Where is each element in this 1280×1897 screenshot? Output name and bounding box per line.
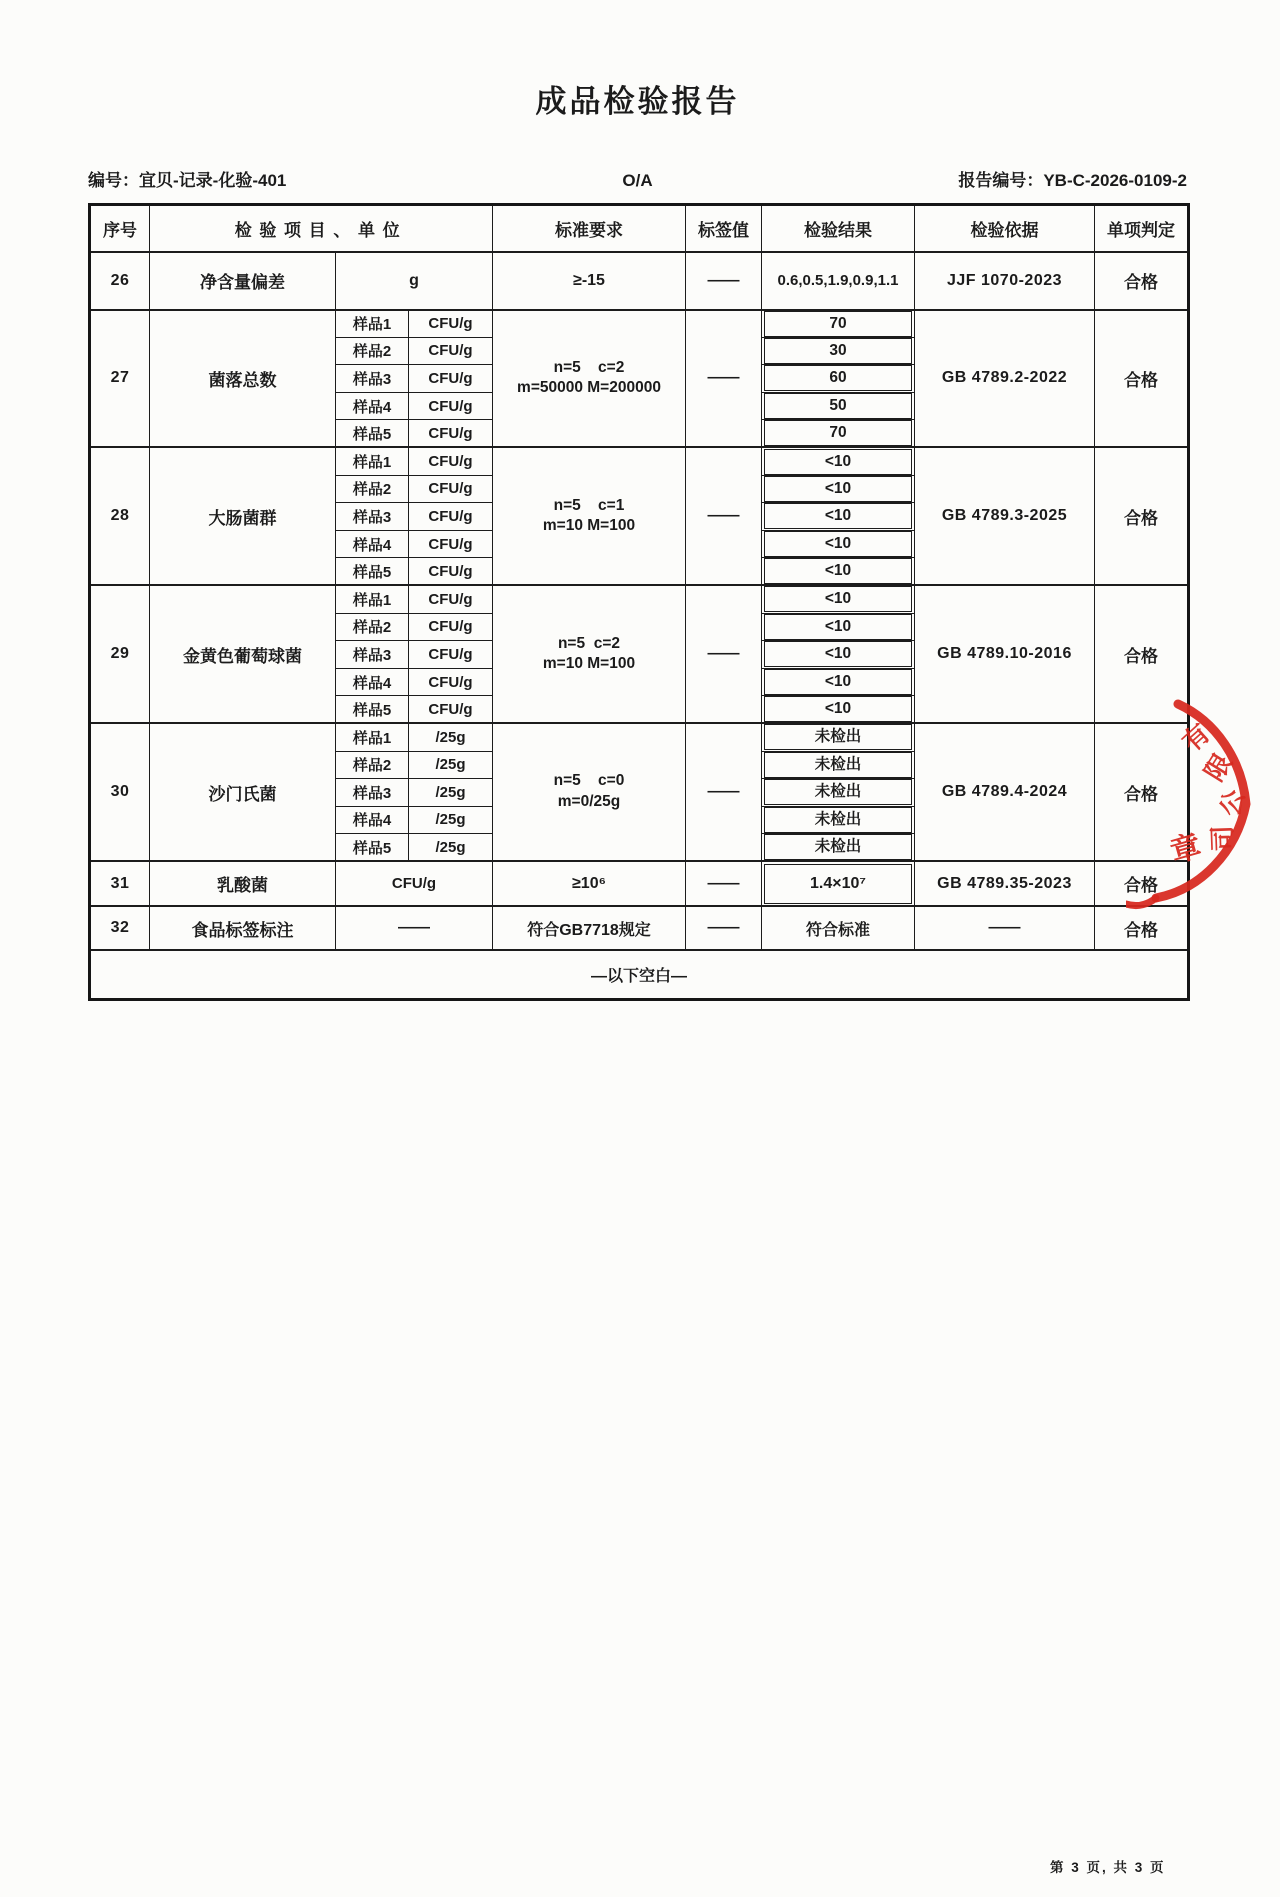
sample-label: 样品2 <box>336 751 409 779</box>
test-result: 未检出 <box>762 779 915 807</box>
sample-unit: /25g <box>409 751 493 779</box>
label-value: —— <box>686 723 762 861</box>
standard-requirement <box>493 310 686 448</box>
sample-label: 样品5 <box>336 558 409 586</box>
label-value: —— <box>686 861 762 906</box>
sample-unit: /25g <box>409 779 493 807</box>
standard-requirement: ≥-15 <box>493 252 686 310</box>
sample-label: 样品3 <box>336 503 409 531</box>
test-result: 未检出 <box>762 751 915 779</box>
verdict: 合格 <box>1095 723 1189 861</box>
test-result: <10 <box>762 585 915 613</box>
test-result: 未检出 <box>762 723 915 751</box>
standard-line-2: m=0/25g <box>557 793 621 811</box>
sample-unit: CFU/g <box>409 365 493 393</box>
standard-line-1: n=5 c=2 <box>553 358 625 376</box>
table-row-28 <box>90 447 1189 475</box>
verdict: 合格 <box>1095 447 1189 585</box>
test-result: 0.6,0.5,1.9,0.9,1.1 <box>762 252 915 310</box>
sample-unit: CFU/g <box>409 503 493 531</box>
seal-char: 限 <box>1198 748 1238 787</box>
table-row-30 <box>90 723 1189 751</box>
sample-label: 样品4 <box>336 392 409 420</box>
sample-unit: CFU/g <box>409 392 493 420</box>
test-result: <10 <box>762 696 915 724</box>
sample-label: 样品3 <box>336 365 409 393</box>
sample-label: 样品4 <box>336 530 409 558</box>
test-result: <10 <box>762 558 915 586</box>
col-header-std: 标准要求 <box>493 205 686 252</box>
col-header-verdict: 单项判定 <box>1095 205 1189 252</box>
test-result: 70 <box>762 420 915 448</box>
sample-unit: CFU/g <box>409 337 493 365</box>
test-basis: GB 4789.10-2016 <box>915 585 1095 723</box>
test-basis: GB 4789.3-2025 <box>915 447 1095 585</box>
sample-unit: CFU/g <box>409 613 493 641</box>
sample-label: 样品1 <box>336 447 409 475</box>
label-value: —— <box>686 906 762 950</box>
standard-line-1: n=5 c=1 <box>553 496 625 514</box>
sample-label: 样品2 <box>336 475 409 503</box>
test-result: 30 <box>762 337 915 365</box>
test-result: <10 <box>762 503 915 531</box>
col-header-label: 标签值 <box>686 205 762 252</box>
sample-label: 样品5 <box>336 834 409 862</box>
inspection-table <box>88 203 1190 1001</box>
col-header-no: 序号 <box>90 205 150 252</box>
below-blank-note: —以下空白— <box>90 950 1189 1000</box>
item-unit: CFU/g <box>336 861 493 906</box>
row-no: 31 <box>90 861 150 906</box>
sample-unit: CFU/g <box>409 641 493 669</box>
test-result: 50 <box>762 392 915 420</box>
test-result: 符合标准 <box>762 906 915 950</box>
label-value: —— <box>686 310 762 448</box>
sample-label: 样品4 <box>336 668 409 696</box>
table-row-27 <box>90 310 1189 338</box>
sample-unit: CFU/g <box>409 668 493 696</box>
standard-line-2: m=10 M=100 <box>542 655 636 673</box>
test-basis: GB 4789.4-2024 <box>915 723 1095 861</box>
table-row-32 <box>90 906 1189 950</box>
sample-unit: CFU/g <box>409 558 493 586</box>
label-value: —— <box>686 585 762 723</box>
standard-line-2: m=10 M=100 <box>542 517 636 535</box>
item-name: 大肠菌群 <box>150 447 336 585</box>
test-result: 未检出 <box>762 834 915 862</box>
sample-unit: CFU/g <box>409 475 493 503</box>
test-result: 1.4×10⁷ <box>762 861 915 906</box>
seal-char: 司 <box>1207 824 1238 852</box>
col-header-result: 检验结果 <box>762 205 915 252</box>
standard-line-1: n=5 c=2 <box>557 634 621 652</box>
sample-label: 样品1 <box>336 585 409 613</box>
sample-label: 样品4 <box>336 806 409 834</box>
test-result: <10 <box>762 447 915 475</box>
standard-requirement <box>493 723 686 861</box>
row-no: 29 <box>90 585 150 723</box>
test-result: <10 <box>762 641 915 669</box>
seal-char: 有 <box>1176 717 1216 758</box>
test-basis: GB 4789.2-2022 <box>915 310 1095 448</box>
test-result: 未检出 <box>762 806 915 834</box>
label-value: —— <box>686 447 762 585</box>
sample-label: 样品1 <box>336 723 409 751</box>
sample-unit: /25g <box>409 723 493 751</box>
test-result: <10 <box>762 530 915 558</box>
row-no: 32 <box>90 906 150 950</box>
table-header-row <box>90 205 1189 252</box>
test-result: <10 <box>762 613 915 641</box>
sample-label: 样品2 <box>336 337 409 365</box>
page-title: 成品检验报告 <box>535 84 740 119</box>
revision-code: O/A <box>622 171 653 190</box>
verdict: 合格 <box>1095 861 1189 906</box>
item-unit: —— <box>336 906 493 950</box>
sample-label: 样品5 <box>336 696 409 724</box>
sample-label: 样品3 <box>336 779 409 807</box>
row-no: 28 <box>90 447 150 585</box>
verdict: 合格 <box>1095 906 1189 950</box>
col-header-item-unit: 检验项目、单位 <box>150 205 493 252</box>
item-name: 菌落总数 <box>150 310 336 448</box>
test-result: <10 <box>762 668 915 696</box>
sample-label: 样品2 <box>336 613 409 641</box>
standard-line-2: m=50000 M=200000 <box>517 379 661 397</box>
sample-unit: CFU/g <box>409 310 493 338</box>
standard-requirement: 符合GB7718规定 <box>493 906 686 950</box>
sample-unit: CFU/g <box>409 696 493 724</box>
standard-requirement <box>493 447 686 585</box>
row-no: 30 <box>90 723 150 861</box>
col-header-basis: 检验依据 <box>915 205 1095 252</box>
seal-char: 章 <box>1166 829 1205 870</box>
verdict: 合格 <box>1095 310 1189 448</box>
report-number: 报告编号：YB-C-2026-0109-2 <box>958 171 1187 190</box>
row-no: 26 <box>90 252 150 310</box>
sample-unit: CFU/g <box>409 530 493 558</box>
row-no: 27 <box>90 310 150 448</box>
verdict: 合格 <box>1095 252 1189 310</box>
item-unit: g <box>336 252 493 310</box>
test-basis: GB 4789.35-2023 <box>915 861 1095 906</box>
item-name: 净含量偏差 <box>150 252 336 310</box>
test-result: <10 <box>762 475 915 503</box>
sample-label: 样品3 <box>336 641 409 669</box>
sample-unit: CFU/g <box>409 585 493 613</box>
table-row-31 <box>90 861 1189 906</box>
item-name: 乳酸菌 <box>150 861 336 906</box>
table-row-26 <box>90 252 1189 310</box>
test-result: 70 <box>762 310 915 338</box>
doc-number: 编号：宜贝-记录-化验-401 <box>88 171 287 190</box>
standard-requirement <box>493 585 686 723</box>
label-value: —— <box>686 252 762 310</box>
table-row-29 <box>90 585 1189 613</box>
sample-unit: CFU/g <box>409 420 493 448</box>
below-blank-row <box>90 950 1189 1000</box>
sample-unit: /25g <box>409 834 493 862</box>
standard-requirement: ≥10⁶ <box>493 861 686 906</box>
test-basis: —— <box>915 906 1095 950</box>
sample-label: 样品5 <box>336 420 409 448</box>
item-name: 沙门氏菌 <box>150 723 336 861</box>
sample-unit: /25g <box>409 806 493 834</box>
sample-label: 样品1 <box>336 310 409 338</box>
test-basis: JJF 1070-2023 <box>915 252 1095 310</box>
standard-line-1: n=5 c=0 <box>553 772 625 790</box>
item-name: 食品标签标注 <box>150 906 336 950</box>
test-result: 60 <box>762 365 915 393</box>
item-name: 金黄色葡萄球菌 <box>150 585 336 723</box>
verdict: 合格 <box>1095 585 1189 723</box>
report-header <box>88 166 1187 191</box>
page-footer: 第 3 页, 共 3 页 <box>1050 1860 1166 1875</box>
seal-char: 公 <box>1214 786 1251 820</box>
sample-unit: CFU/g <box>409 447 493 475</box>
